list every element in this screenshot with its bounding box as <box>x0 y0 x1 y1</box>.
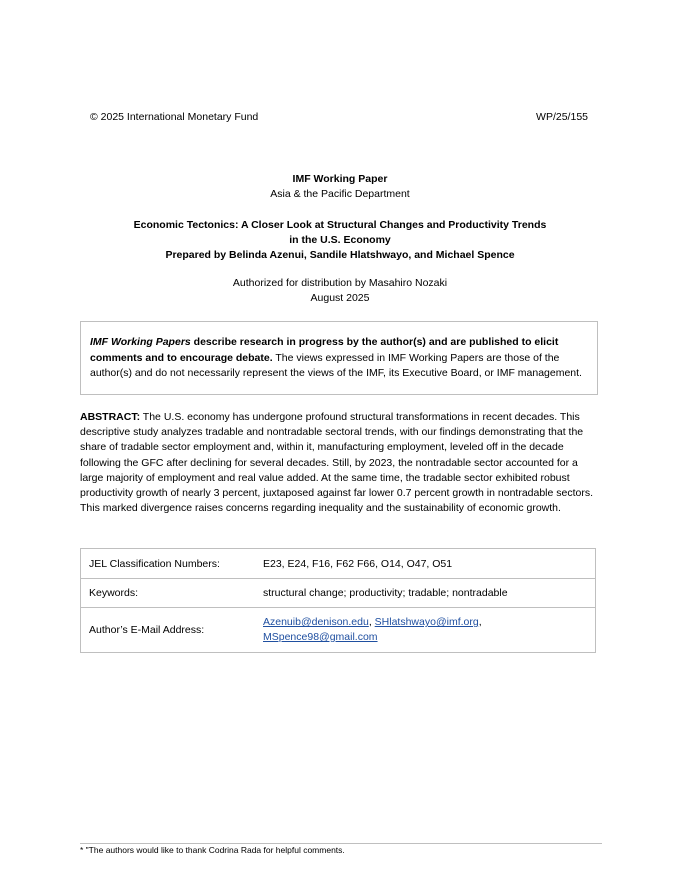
keywords-value: structural change; productivity; tradable; nontradable <box>255 579 596 608</box>
email-list <box>263 615 587 645</box>
jel-value: E23, E24, F16, F62 F66, O14, O47, O51 <box>255 549 596 579</box>
email-link-hlatshwayo[interactable]: SHlatshwayo@imf.org <box>374 616 479 628</box>
department: Asia & the Pacific Department <box>270 188 410 200</box>
publication-date: August 2025 <box>310 292 370 304</box>
disclaimer-lead: describe research in progress by the author(s) and are published to elicit comments and to encourage debate. <box>90 336 559 364</box>
footnote: * "The authors would like to thank Codrina Rada for helpful comments. <box>80 845 345 855</box>
series-block <box>0 172 680 202</box>
working-paper-number: WP/25/155 <box>536 111 588 123</box>
copyright-notice: © 2025 International Monetary Fund <box>90 111 259 123</box>
series-title: IMF Working Paper <box>292 173 388 185</box>
authorized-by: Authorized for distribution by Masahiro Nozaki <box>232 277 448 289</box>
paper-title-line-2: in the U.S. Economy <box>289 234 391 246</box>
paper-title-line-1: Economic Tectonics: A Closer Look at Structural Changes and Productivity Trends <box>133 219 547 231</box>
abstract <box>80 410 604 516</box>
disclaimer-body: The views expressed in IMF Working Papers are those of the author(s) and do not necessarily represent the views of the IMF, its Executive Board, or IMF management. <box>90 351 582 379</box>
footnote-divider <box>80 843 602 844</box>
disclaimer-box <box>80 321 598 395</box>
email-separator: , <box>368 616 375 628</box>
metadata-table <box>80 548 596 653</box>
table-row <box>81 579 596 608</box>
table-row <box>81 549 596 579</box>
keywords-label: Keywords: <box>81 579 256 608</box>
email-separator: , <box>478 616 482 628</box>
table-row <box>81 608 596 653</box>
abstract-label: ABSTRACT: <box>80 411 141 423</box>
email-cell <box>255 608 596 653</box>
email-label: Author’s E-Mail Address: <box>81 608 256 653</box>
email-link-spence[interactable]: MSpence98@gmail.com <box>263 631 378 643</box>
jel-label: JEL Classification Numbers: <box>81 549 256 579</box>
authorization-block <box>0 276 680 306</box>
prepared-by: Prepared by Belinda Azenui, Sandile Hlatshwayo, and Michael Spence <box>165 249 515 261</box>
disclaimer-lead-italic: IMF Working Papers <box>90 336 191 348</box>
paper-title-block <box>0 218 680 263</box>
abstract-text: The U.S. economy has undergone profound structural transformations in recent decades. This descriptive study analyzes tradable and nontradable sectoral trends, with our findings demonstrating that the share of tradable sector employment and, within it, manufacturing employment, leveled off in the decade following the GFC after declining for several decades. Still, by 2023, the nontradable sector accounted for a large majority of employment and real value added. At the same time, the tradable sector exhibited robust productivity growth of nearly 3 percent, juxtaposed against far lower 0.7 percent growth in nontradable sectors. This marked divergence raises concerns regarding inequality and the sustainability of economic growth. <box>80 411 594 515</box>
email-link-azenui[interactable]: Azenuib@denison.edu <box>263 616 369 628</box>
